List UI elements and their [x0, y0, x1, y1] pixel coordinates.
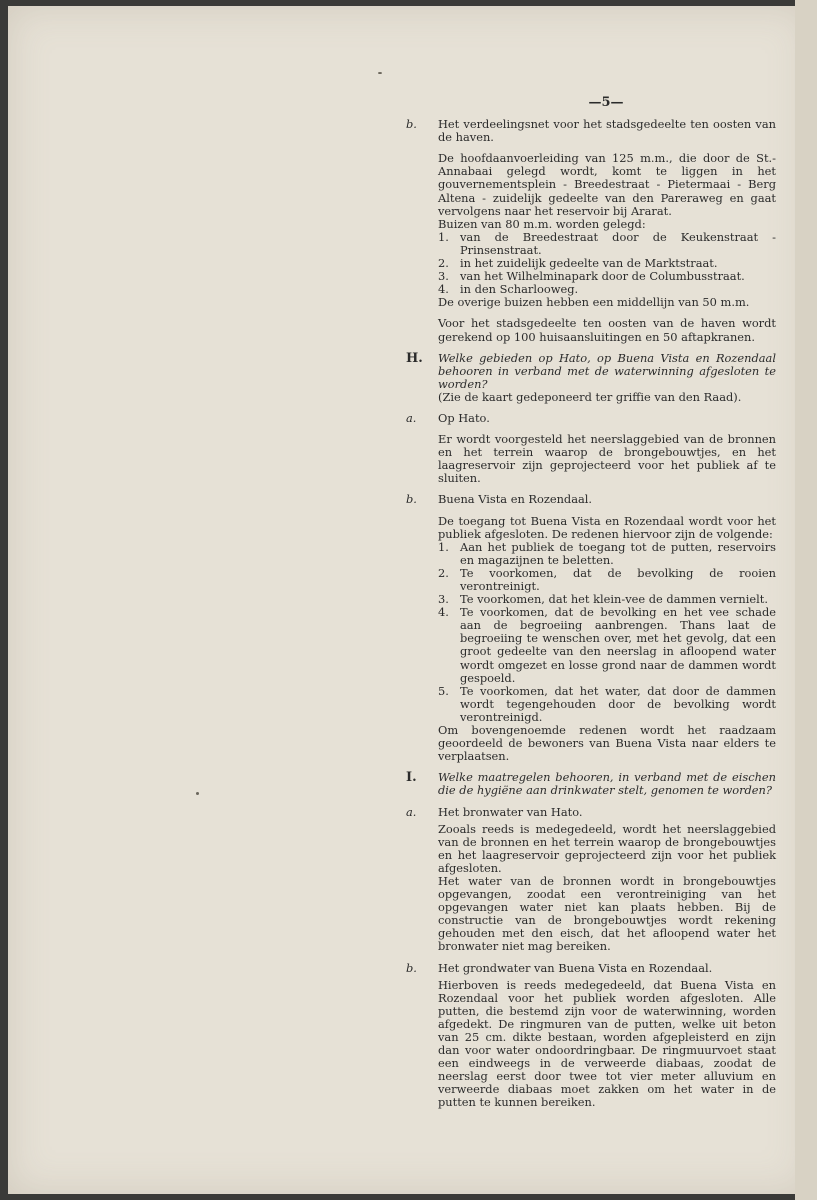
paragraph: Er wordt voorgesteld het neerslaggebied van de bronnen en het terrein waarop de brongebouwtjes, en het laagreservoir zijn geprojecteerd voor het publiek af te sluiten. [438, 432, 776, 486]
section-Hb-buena-vista [406, 493, 776, 763]
section-marker: a. [406, 804, 417, 819]
section-marker: H. [406, 350, 423, 366]
paragraph: Hierboven is reeds medegedeeld, dat Buena Vista en Rozendaal voor het publiek worden afgesloten. Alle putten, die bestemd zijn voor de waterwinning, worden afgedekt. De ringmuren van de putten, welke uit beton van 25 cm. dikte bestaan, worden afgepleisterd en zijn dan voor water ondoordringbaar. De ringmuurvoet staat een eindweegs in de verweerde diabaas, zoodat de neerslag eerst door twee tot vier meter alluvium en verweerde diabaas moet zakken om het water in de putten te kunnen bereiken. [438, 977, 776, 1110]
list-item: 5. Te voorkomen, dat het water, dat door de dammen wordt tegengehouden door de bevolking wordt verontreinigd. [438, 683, 776, 724]
paragraph: Om bovengenoemde redenen wordt het raadzaam geoordeeld de bewoners van Buena Vista naar elders te verplaatsen. [438, 723, 776, 764]
section-marker: b. [406, 960, 417, 975]
section-H-question [406, 352, 776, 404]
section-b-distribution-network [406, 118, 776, 344]
section-heading: Buena Vista en Rozendaal. [438, 492, 593, 507]
list-item: 1. Aan het publiek de toegang tot de putten, reservoirs en magazijnen te beletten. [438, 539, 776, 567]
section-marker: b. [406, 492, 417, 507]
paragraph: De hoofdaanvoerleiding van 125 m.m., die door de St.-Annabaai gelegd wordt, komt te liggen in het gouvernementsplein - Breedestraat - Pietermaai - Berg Altena - zuidelijk gedeelte van den Pareraweg en gaat vervolgens naar het reservoir bij Ararat. [438, 151, 776, 218]
paragraph: Het water van de bronnen wordt in brongebouwtjes opgevangen, zoodat een verontreiniging van het opgevangen water niet kan plaats hebben. Bij de constructie van de brongebouwtjes wordt rekening gehouden met den eisch, dat het afloopend water het bronwater niet mag bereiken. [438, 873, 776, 954]
question-text: Welke maatregelen behooren, in verband met de eischen die de hygiëne aan drinkwater stelt, genomen te worden? [438, 770, 776, 798]
section-heading: Het verdeelingsnet voor het stadsgedeelte ten oosten van de haven. [438, 117, 776, 145]
section-Ha-hato [406, 412, 776, 485]
section-heading: Het bronwater van Hato. [438, 804, 583, 819]
document-content [406, 96, 776, 1110]
list-item: 3. van het Wilhelminapark door de Columbusstraat. [438, 269, 745, 284]
section-heading: Het grondwater van Buena Vista en Rozendaal. [438, 960, 713, 975]
section-marker: b. [406, 117, 417, 132]
paper-speck [196, 792, 199, 795]
map-note: (Zie de kaart gedeponeerd ter griffie van den Raad). [438, 389, 742, 404]
section-marker: a. [406, 410, 417, 425]
list-item: 3. Te voorkomen, dat het klein-vee de dammen vernielt. [438, 592, 768, 607]
paragraph: Voor het stadsgedeelte ten oosten van de haven wordt gerekend op 100 huisaansluitingen en 50 aftapkranen. [438, 316, 776, 344]
list-item: 2. Te voorkomen, dat de bevolking de rooien verontreinigt. [438, 565, 776, 593]
list-item: 4. Te voorkomen, dat de bevolking en het vee schade aan de begroeiing aanbrengen. Thans laat de begroeiing te wenschen over, met het gevolg, dat een groot gedeelte van den neerslag in afloopend water wordt omgezet en losse grond naar de dammen wordt gespoeld. [438, 605, 776, 685]
section-heading: Op Hato. [438, 410, 490, 425]
page-edge [795, 0, 817, 1200]
paper-speck [378, 72, 382, 74]
paragraph: De toegang tot Buena Vista en Rozendaal wordt voor het publiek afgesloten. De redenen hiervoor zijn de volgende: [438, 513, 776, 541]
section-marker: I. [406, 770, 417, 786]
list-item: 4. in den Scharlooweg. [438, 282, 579, 297]
list-item: 2. in het zuidelijk gedeelte van de Marktstraat. [438, 256, 718, 271]
page-number: —5— [588, 95, 624, 110]
paragraph: De overige buizen hebben een middellijn van 50 m.m. [438, 295, 750, 310]
section-Ib-groundwater [406, 962, 776, 1110]
question-text: Welke gebieden op Hato, op Buena Vista en Rozendaal behooren in verband met de waterwinning afgesloten te worden? [438, 350, 776, 391]
section-I-question [406, 771, 776, 797]
list-item: 1. van de Breedestraat door de Keukenstraat - Prinsenstraat. [438, 229, 776, 257]
section-Ia-spring-water [406, 806, 776, 954]
paragraph: Zooals reeds is medegedeeld, wordt het neerslaggebied van de bronnen en het terrein waarop de brongebouwtjes en het laagreservoir geprojecteerd zijn voor het publiek afgesloten. [438, 821, 776, 875]
paragraph: Buizen van 80 m.m. worden gelegd: [438, 216, 646, 231]
